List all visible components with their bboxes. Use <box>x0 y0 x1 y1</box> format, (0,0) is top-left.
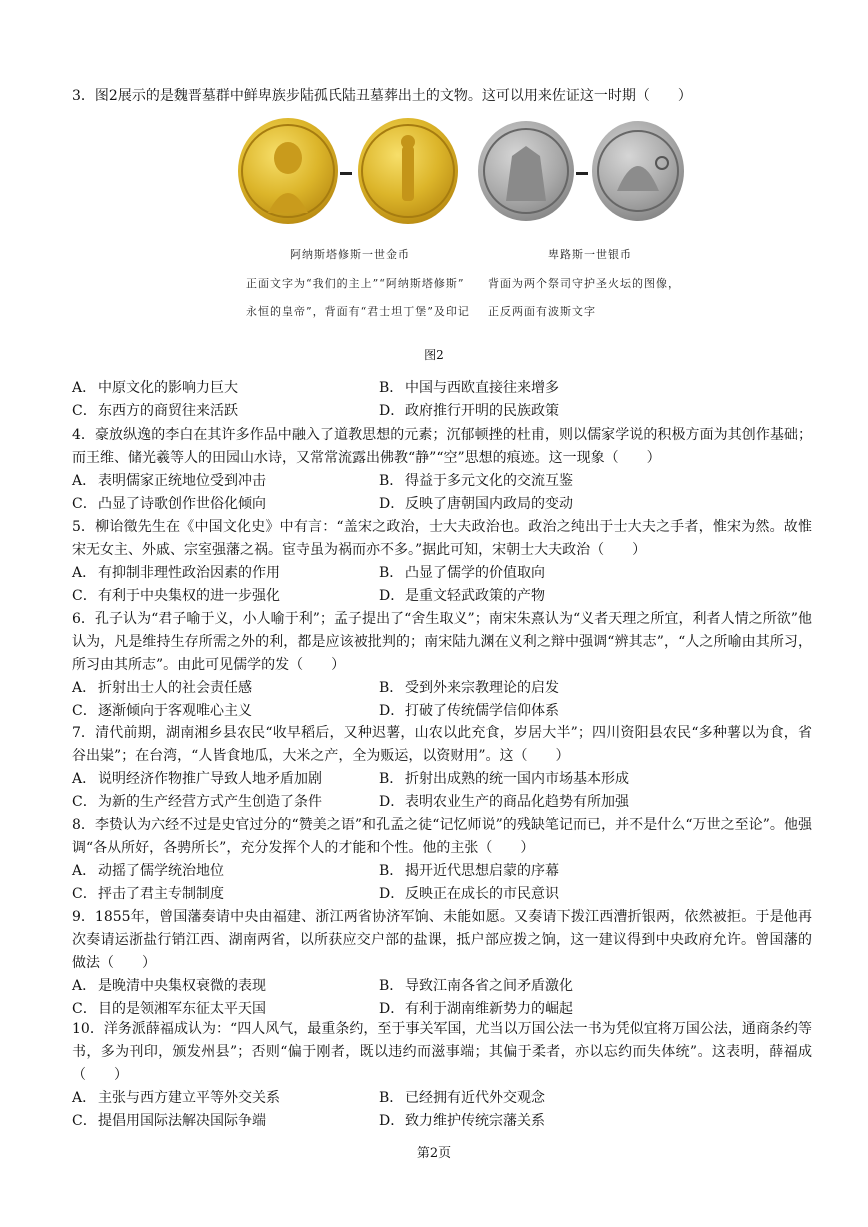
caption-right-line: 背面为两个祭司守护圣火坛的图像， <box>488 277 680 290</box>
option-b: B． 凸显了儒学的价值取向 <box>379 565 545 581</box>
option-c: C．东西方的商贸往来活跃 <box>72 403 238 419</box>
dash-separator <box>340 172 352 175</box>
caption-right-title: 卑路斯一世银币 <box>548 248 632 261</box>
option-c: C．有利于中央集权的进一步强化 <box>72 588 280 604</box>
option-b: B． 已经拥有近代外交观念 <box>379 1090 545 1106</box>
question-7 <box>72 722 812 814</box>
option-c: C．为新的生产经营方式产生创造了条件 <box>72 794 322 810</box>
caption-left-title: 阿纳斯塔修斯一世金币 <box>290 248 410 261</box>
question-number: 5． <box>72 519 95 535</box>
option-b: B． 揭开近代思想启蒙的序幕 <box>379 863 559 879</box>
question-4 <box>72 424 812 516</box>
gold-coin-reverse-image <box>358 118 458 224</box>
option-b: B． 中国与西欧直接往来增多 <box>379 380 559 396</box>
dash-separator <box>576 172 588 175</box>
option-d: D．政府推行开明的民族政策 <box>379 403 559 419</box>
question-number: 6． <box>72 611 95 627</box>
option-c: C．凸显了诗歌创作世俗化倾向 <box>72 496 266 512</box>
option-a: A． 折射出士人的社会责任感 <box>72 680 252 696</box>
option-a: A． 动摇了儒学统治地位 <box>72 863 224 879</box>
question-9 <box>72 906 812 1021</box>
option-d: D．表明农业生产的商品化趋势有所加强 <box>379 794 629 810</box>
option-a: A． 是晚清中央集权衰微的表现 <box>72 978 266 994</box>
question-3-options <box>72 377 812 423</box>
question-text: 李贽认为六经不过是史官过分的“赞美之语”和孔孟之徒“记忆师说”的残缺笔记而已，并不是什么“万世之至论”。他强调“各从所好，各骋所长”，充分发挥个人的才能和个性。他的主张（ ） <box>72 817 812 856</box>
caption-left-line: 正面文字为“我们的主上”“阿纳斯塔修斯” <box>246 277 465 290</box>
option-a: A． 中原文化的影响力巨大 <box>72 380 238 396</box>
caption-left-line: 永恒的皇帝”，背面有“君士坦丁堡”及印记 <box>246 305 470 318</box>
question-number: 3． <box>72 88 95 104</box>
option-d: D．反映正在成长的市民意识 <box>379 886 559 902</box>
question-number: 9． <box>72 909 95 925</box>
option-a: A． 说明经济作物推广导致人地矛盾加剧 <box>72 771 322 787</box>
gold-coin-obverse-image <box>238 118 338 224</box>
option-c: C．目的是领湘军东征太平天国 <box>72 1001 266 1017</box>
option-a: A． 主张与西方建立平等外交关系 <box>72 1090 280 1106</box>
question-number: 4． <box>72 427 95 443</box>
option-b: B． 导致江南各省之间矛盾激化 <box>379 978 573 994</box>
figure-2-coins <box>230 118 690 228</box>
option-d: D．致力维护传统宗藩关系 <box>379 1113 545 1129</box>
option-c: C．抨击了君主专制制度 <box>72 886 224 902</box>
question-number: 8． <box>72 817 95 833</box>
option-d: D．反映了唐朝国内政局的变动 <box>379 496 573 512</box>
question-text: 1855年，曾国藩奏请中央由福建、浙江两省协济军饷、未能如愿。又奏请下拨江西漕折银两，依然被拒。于是他再次奏请运浙盐行销江西、湖南两省，以所获应交户部的盐课，抵户部应拨之饷，这一建议得到中央政府允许。曾国藩的做法（ ） <box>72 909 812 971</box>
question-6 <box>72 608 812 723</box>
option-a: A． 表明儒家正统地位受到冲击 <box>72 473 266 489</box>
caption-right-line: 正反两面有波斯文字 <box>488 305 596 318</box>
question-text: 洋务派薛福成认为：“四人风气，最重条约，至于事关军国，尤当以万国公法一书为凭似宜将万国公法，通商条约等书，多为刊印，颁发州县”；否则“偏于刚者，既以违约而滋事端；其偏于柔者，亦以忘约而失体统”。这表明，薛福成（ ） <box>72 1021 812 1083</box>
silver-coin-obverse-image <box>478 121 574 221</box>
question-text: 孔子认为“君子喻于义，小人喻于利”；孟子提出了“舍生取义”；南宋朱熹认为“义者天理之所宜，利者人情之所欲”他认为，凡是维持生存所需之外的利，都是应该被批判的；南宋陆九渊在义利之辩中强调“辨其志”，“人之所喻由其所习，所习由其所志”。由此可见儒学的发（ ） <box>72 611 812 673</box>
question-3 <box>72 85 812 108</box>
option-d: D．是重文轻武政策的产物 <box>379 588 545 604</box>
option-a: A． 有抑制非理性政治因素的作用 <box>72 565 280 581</box>
page-number: 第2页 <box>416 1146 452 1161</box>
question-8 <box>72 814 812 906</box>
question-text: 豪放纵逸的李白在其许多作品中融入了道教思想的元素；沉郁顿挫的杜甫，则以儒家学说的积极方面为其创作基础；而王维、储光羲等人的田园山水诗，又常常流露出佛教“静”“空”思想的痕迹。这一现象（ ） <box>72 427 812 466</box>
option-b: B． 受到外来宗教理论的启发 <box>379 680 559 696</box>
question-number: 10． <box>72 1021 104 1037</box>
question-text: 柳诒徵先生在《中国文化史》中有言：“盖宋之政治，士大夫政治也。政治之纯出于士大夫之手者，惟宋为然。故惟宋无女主、外戚、宗室强藩之祸。宦寺虽为祸而亦不多。”据此可知，宋朝士大夫政治（ ） <box>72 519 812 558</box>
question-text: 清代前期，湖南湘乡县农民“收早稻后，又种迟薯，山农以此充食，岁居大半”；四川资阳县农民“多种薯以为食，省谷出粜”；在台湾，“人皆食地瓜，大米之产，全为贩运，以资财用”。这（ ） <box>72 725 812 764</box>
question-text: 图2展示的是魏晋墓群中鲜卑族步陆孤氏陆丑墓葬出土的文物。这可以用来佐证这一时期（ ） <box>94 88 692 104</box>
question-5 <box>72 516 812 608</box>
question-10 <box>72 1018 812 1133</box>
option-d: D．有利于湖南维新势力的崛起 <box>379 1001 573 1017</box>
option-c: C．提倡用国际法解决国际争端 <box>72 1113 266 1129</box>
option-b: B． 折射出成熟的统一国内市场基本形成 <box>379 771 629 787</box>
figure-label: 图2 <box>424 348 444 362</box>
question-number: 7． <box>72 725 95 741</box>
silver-coin-reverse-image <box>592 121 684 221</box>
option-b: B． 得益于多元文化的交流互鉴 <box>379 473 573 489</box>
option-d: D．打破了传统儒学信仰体系 <box>379 703 559 719</box>
option-c: C．逐渐倾向于客观唯心主义 <box>72 703 252 719</box>
